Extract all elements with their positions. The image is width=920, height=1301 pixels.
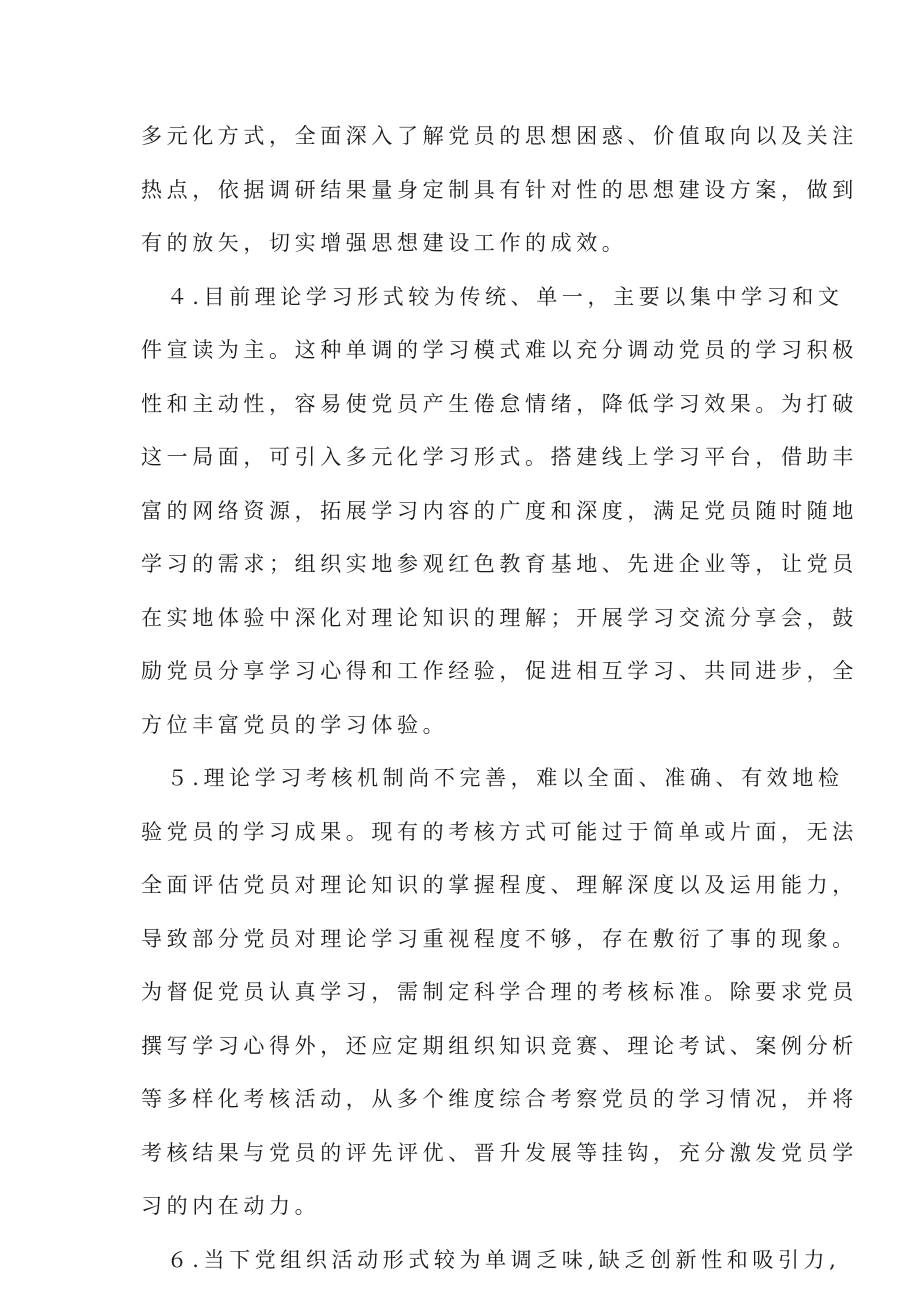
text-line: 热点，依据调研结果量身定制具有针对性的思想建设方案，做到	[141, 177, 858, 202]
text-line: 习的内在动力。	[141, 1194, 321, 1218]
text-line: 等多样化考核活动，从多个维度综合考察党员的学习情况，并将	[141, 1087, 858, 1111]
text-line: 有的放矢，切实增强思想建设工作的成效。	[141, 231, 628, 255]
paragraph-5-start: ５.理论学习考核机制尚不完善，难以全面、准确、有效地检	[141, 766, 844, 790]
text-line: 性和主动性，容易使党员产生倦怠情绪，降低学习效果。为打破	[141, 391, 858, 416]
paragraph-4-start: ４.目前理论学习形式较为传统、单一，主要以集中学习和文	[141, 284, 844, 309]
text-line: 励党员分享学习心得和工作经验，促进相互学习、共同进步，全	[141, 659, 858, 683]
text-line: 多元化方式，全面深入了解党员的思想困惑、价值取向以及关注	[141, 124, 858, 148]
text-line: 件宣读为主。这种单调的学习模式难以充分调动党员的学习积极	[141, 338, 858, 362]
text-line: 方位丰富党员的学习体验。	[141, 712, 449, 737]
text-line: 为督促党员认真学习，需制定科学合理的考核标准。除要求党员	[141, 980, 858, 1004]
text-line: 考核结果与党员的评先评优、晋升发展等挂钩，充分激发党员学	[141, 1140, 858, 1165]
text-line: 这一局面，可引入多元化学习形式。搭建线上学习平台，借助丰	[141, 445, 858, 469]
text-line: 撰写学习心得外，还应定期组织知识竞赛、理论考试、案例分析	[141, 1033, 858, 1058]
text-line: 全面评估党员对理论知识的掌握程度、理解深度以及运用能力，	[141, 873, 858, 897]
text-line: 验党员的学习成果。现有的考核方式可能过于简单或片面，无法	[141, 819, 858, 844]
text-line: 导致部分党员对理论学习重视程度不够，存在敷衍了事的现象。	[141, 926, 858, 951]
text-line: 在实地体验中深化对理论知识的理解；开展学习交流分享会，鼓	[141, 605, 858, 630]
text-line: 学习的需求；组织实地参观红色教育基地、先进企业等，让党员	[141, 552, 858, 576]
paragraph-6-start: ６.当下党组织活动形式较为单调乏味,缺乏创新性和吸引力,	[141, 1247, 841, 1272]
text-line: 富的网络资源，拓展学习内容的广度和深度，满足党员随时随地	[141, 498, 858, 523]
document-body	[141, 110, 858, 1287]
